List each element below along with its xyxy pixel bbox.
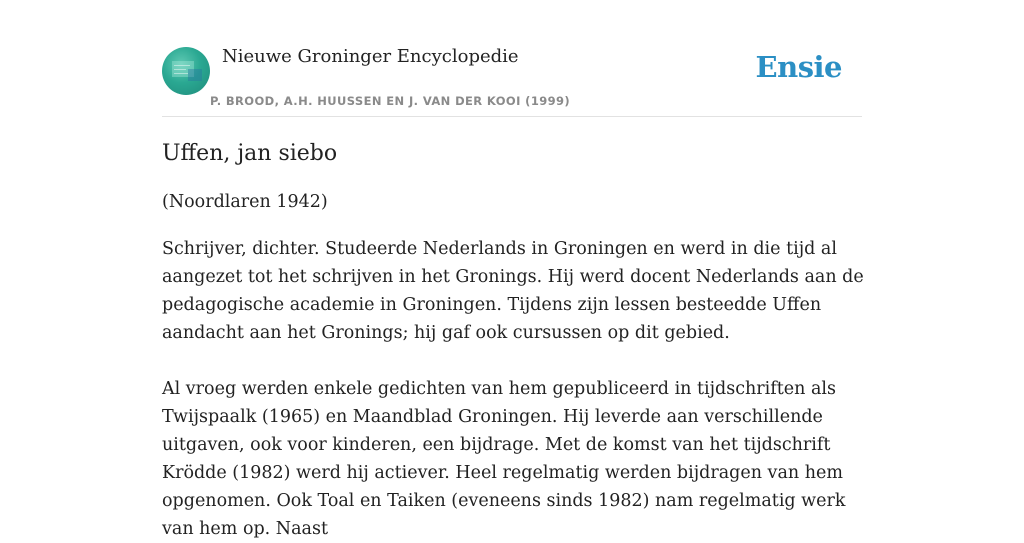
book-authors: P. BROOD, A.H. HUUSSEN EN J. VAN DER KOOI (1999): [210, 94, 571, 108]
entry-paragraph: Al vroeg werden enkele gedichten van hem gepubliceerd in tijdschriften als Twijspaalk (1965) en Maandblad Groningen. Hij leverde aan verschillende uitgaven, ook voor kinderen, een bijdrage. Met de komst van het tijdschrift Krödde (1982) werd hij actiever. Heel regelmatig werden bijdragen van hem opgenomen. Ook Toal en Taiken (eveneens sinds 1982) nam regelmatig werk van hem op. Naast: [162, 379, 846, 539]
header: [162, 0, 862, 117]
brand-logo[interactable]: Ensie: [755, 50, 842, 84]
entry-paragraph: Schrijver, dichter. Studeerde Nederlands in Groningen en werd in die tijd al aangezet tot het schrijven in het Gronings. Hij werd docent Nederlands aan de pedagogische academie in Groningen. Tijdens zijn lessen besteedde Uffen aandacht aan het Gronings; hij gaf ook cursussen op dit gebied.: [162, 239, 864, 343]
book-title[interactable]: Nieuwe Groninger Encyclopedie: [222, 46, 519, 67]
entry-subtitle: (Noordlaren 1942): [162, 192, 328, 212]
entry-title: Uffen, jan siebo: [162, 141, 338, 166]
entry-content: [162, 138, 872, 543]
book-cover-icon[interactable]: [162, 47, 210, 95]
